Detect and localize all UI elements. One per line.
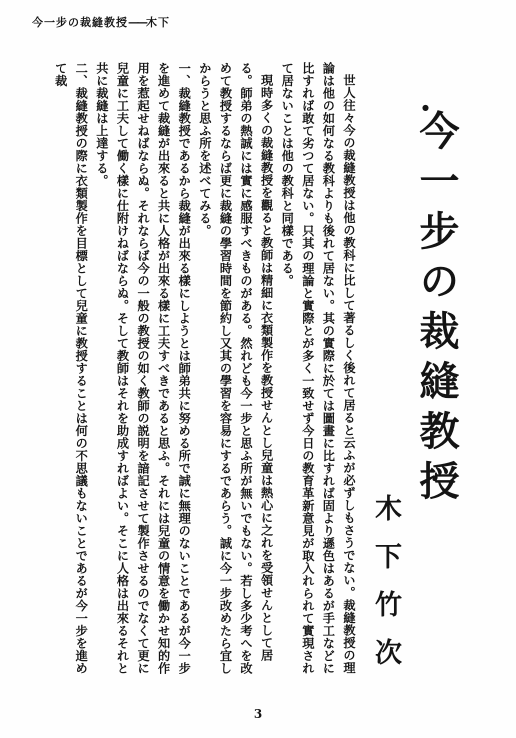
numbered-item-2: 二、裁縫教授の際に衣類製作を目標として兒童に教授することは何の不思議もないことであるが今一步を進めて裁 bbox=[53, 62, 89, 675]
running-head bbox=[32, 14, 170, 30]
running-head-dash: —— bbox=[128, 16, 146, 29]
page-number: 3 bbox=[253, 707, 263, 721]
title-ornament-dot: ● bbox=[422, 103, 429, 112]
article-author: 木下竹次 bbox=[370, 494, 401, 686]
paragraph-2: 現時多くの裁縫教授を觀ると教師は精細に衣類製作を教授せんとし兒童は熱心に之れを受領せんとして居る。師弟の熱誠には實に感服すべきものがある。然れども今一步と思ふ所が無いでもない。若し多少考へを改めて教授するならば更に裁縫の學習時間を節約し又其の學習を容易にするであらう。誠に今一步改めたら宜しからうと思ふ所を述べてみる。 bbox=[197, 62, 274, 675]
paragraph-1: 世人往々今の裁縫教授は他の教科に比して著るしく後れて居ると云ふが必ずしもさうでない。裁縫教授の理論は他の如何なる教科よりも後れて居ない。其の實際に於ては圖畫に比すれば固より遜色はあるが手工などに比すれば敢て劣つて居ない。只其の理論と實際とが多く一致せず今日の教育革新意見が取入れられて實現されて居ないことは他の教科と同樣である。 bbox=[280, 62, 356, 675]
numbered-item-1: 一、裁縫教授であるから裁縫が出來る樣にしようとは師弟共に努める所で誠に無理のないことであるが今一步を進めて裁縫が出來ると共に人格が出來る樣に工夫すべきであると思ふ。それには兒童の情意を働かせ知的作用を惹起せねばならぬ。それならば今の一般の教授の如く教師の説明を諳記させて製作させるのでなくて更に兒童に工夫して働く樣に仕附けねばならぬ。そして教師はそれを助成すればよい。そこに人格は出來るそれと共に裁縫は上達する。 bbox=[94, 62, 192, 675]
article-title: 今一步の裁縫教授 bbox=[413, 110, 460, 510]
article-body bbox=[50, 62, 359, 682]
running-head-title: 今一步の裁縫教授 bbox=[32, 16, 128, 29]
running-head-author: 木下 bbox=[146, 16, 170, 29]
